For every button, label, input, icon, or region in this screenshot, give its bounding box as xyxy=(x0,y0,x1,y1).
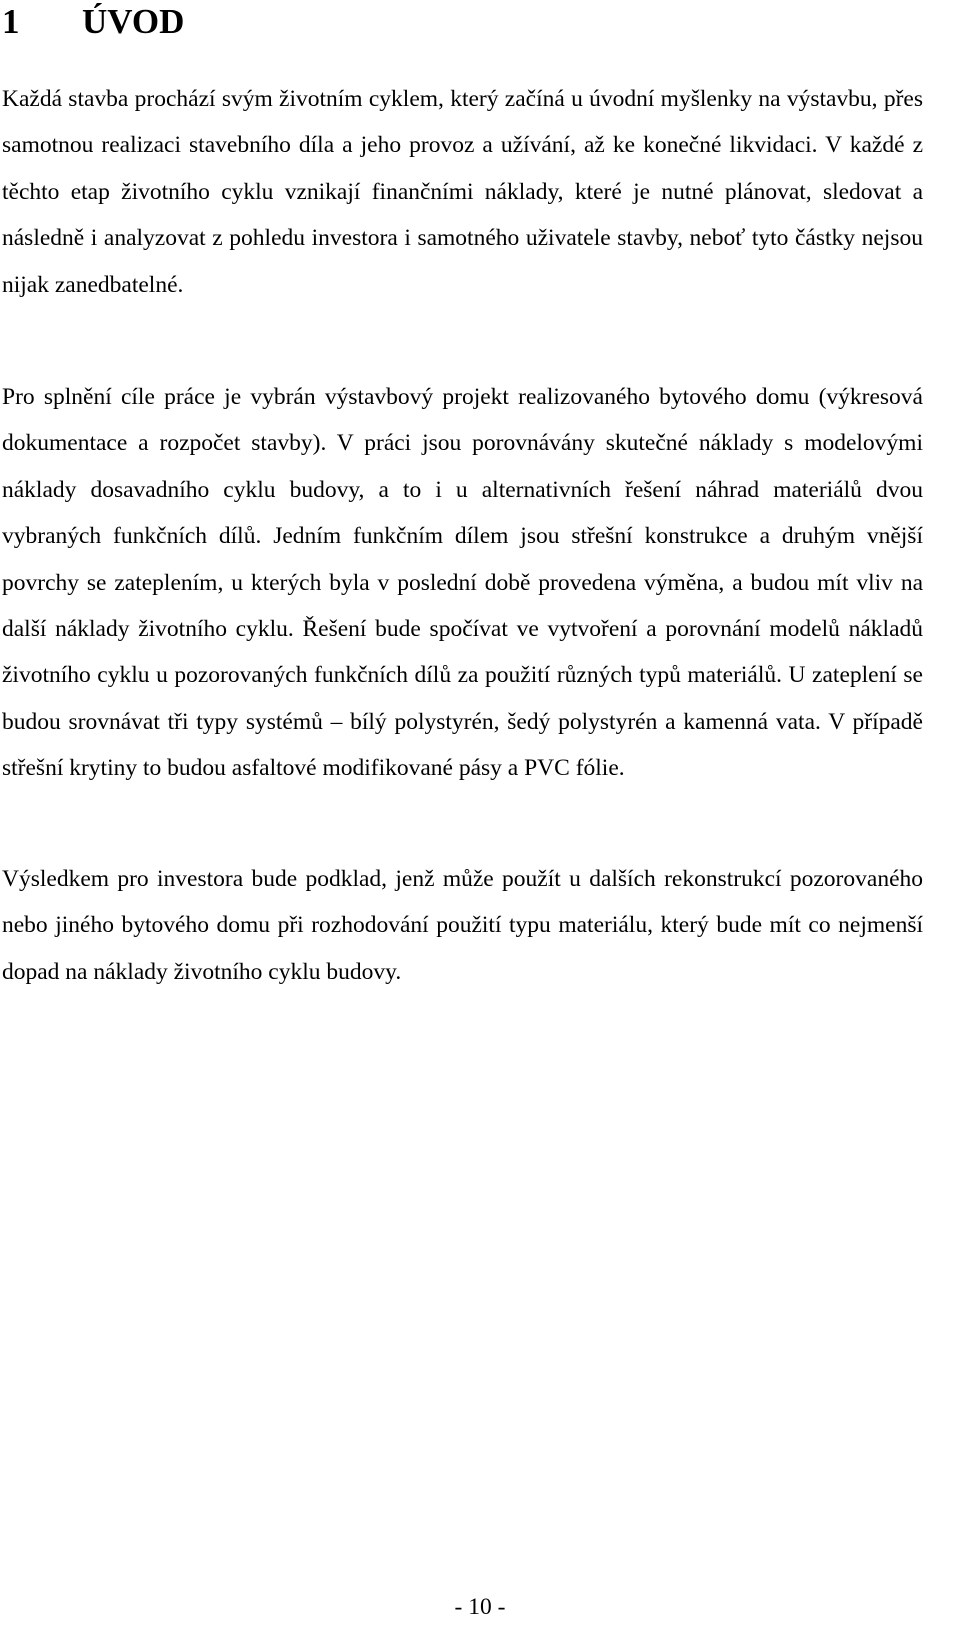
paragraph-result xyxy=(2,856,923,995)
page-number: - 10 - xyxy=(454,1594,506,1620)
paragraph-goal xyxy=(2,374,923,792)
chapter-heading xyxy=(2,0,184,44)
chapter-title: ÚVOD xyxy=(82,2,185,41)
paragraph-text: Pro splnění cíle práce je vybrán výstavbový projekt realizovaného bytového domu (výkresová dokumentace a rozpočet stavby). V práci jsou porovnávány skutečné náklady s modelovými náklady dosavadního cyklu budovy, a to i u alternativních řešení náhrad materiálů dvou vybraných funkčních dílů. Jedním funkčním dílem jsou střešní konstrukce a druhým vnější povrchy se zateplením, u kterých byla v poslední době provedena výměna, a budou mít vliv na další náklady životního cyklu. Řešení bude spočívat ve vytvoření a porovnání modelů nákladů životního cyklu u pozorovaných funkčních dílů za použití různých typů materiálů. U zateplení se budou srovnávat tři typy systémů – bílý polystyrén, šedý polystyrén a kamenná vata. V případě střešní krytiny to budou asfaltové modifikované pásy a PVC fólie. xyxy=(2,384,923,782)
paragraph-text: Každá stavba prochází svým životním cyklem, který začíná u úvodní myšlenky na výstavbu, přes samotnou realizaci stavebního díla a jeho provoz a užívání, až ke konečné likvidaci. V každé z těchto etap životního cyklu vznikají finančními náklady, které je nutné plánovat, sledovat a následně i analyzovat z pohledu investora i samotného uživatele stavby, neboť tyto částky nejsou nijak zanedbatelné. xyxy=(2,86,923,298)
paragraph-intro xyxy=(2,76,923,308)
chapter-number: 1 xyxy=(2,2,20,41)
paragraph-text: Výsledkem pro investora bude podklad, jenž může použít u dalších rekonstrukcí pozorovaného nebo jiného bytového domu při rozhodování použití typu materiálu, který bude mít co nejmenší dopad na náklady životního cyklu budovy. xyxy=(2,866,923,985)
